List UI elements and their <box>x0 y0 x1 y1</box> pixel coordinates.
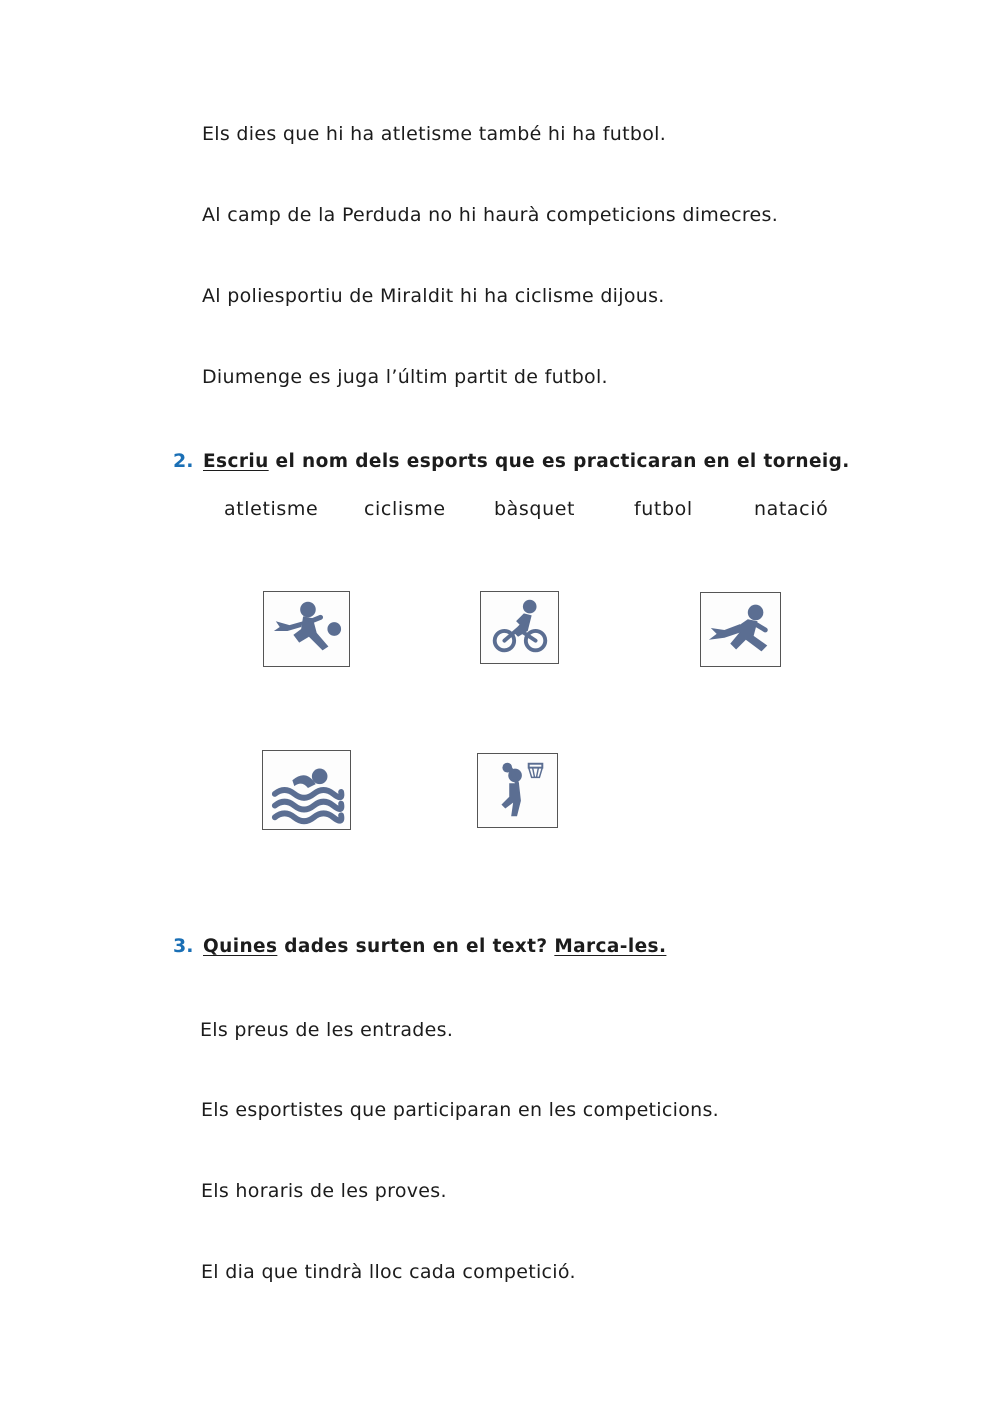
question-2-rest: el nom dels esports que es practicaran en el torneig. <box>275 451 850 472</box>
option-2[interactable]: Els esportistes que participaran en les competicions. <box>201 1099 720 1121</box>
word-bank-item[interactable]: atletisme <box>224 498 319 520</box>
option-1[interactable]: Els preus de les entrades. <box>200 1019 454 1041</box>
question-3-number: 3. <box>173 935 194 957</box>
statement-2: Al camp de la Perduda no hi haurà competicions dimecres. <box>202 204 779 226</box>
runner-icon[interactable] <box>700 592 781 667</box>
statement-1: Els dies que hi ha atletisme també hi ha futbol. <box>202 123 667 145</box>
word-bank-item[interactable]: futbol <box>634 498 693 520</box>
word-bank-item[interactable]: natació <box>754 498 829 520</box>
question-3-text <box>203 936 666 957</box>
option-4[interactable]: El dia que tindrà lloc cada competició. <box>201 1261 576 1283</box>
question-2-verb: Escriu <box>203 451 269 472</box>
question-3-part1: Quines <box>203 936 278 957</box>
question-2-text <box>203 451 850 472</box>
football-player-icon[interactable] <box>263 591 350 667</box>
swimmer-icon[interactable] <box>262 750 351 830</box>
option-3[interactable]: Els horaris de les proves. <box>201 1180 447 1202</box>
question-2-number: 2. <box>173 450 194 472</box>
word-bank-item[interactable]: bàsquet <box>494 498 576 520</box>
word-bank-item[interactable]: ciclisme <box>364 498 446 520</box>
cyclist-icon[interactable] <box>480 591 559 664</box>
question-3-part3: Marca-les. <box>554 936 667 957</box>
statement-3: Al poliesportiu de Miraldit hi ha ciclisme dijous. <box>202 285 665 307</box>
statement-4: Diumenge es juga l’últim partit de futbol. <box>202 366 608 388</box>
basketball-player-icon[interactable] <box>477 753 558 828</box>
question-3-part2: dades surten en el text? <box>284 936 548 957</box>
